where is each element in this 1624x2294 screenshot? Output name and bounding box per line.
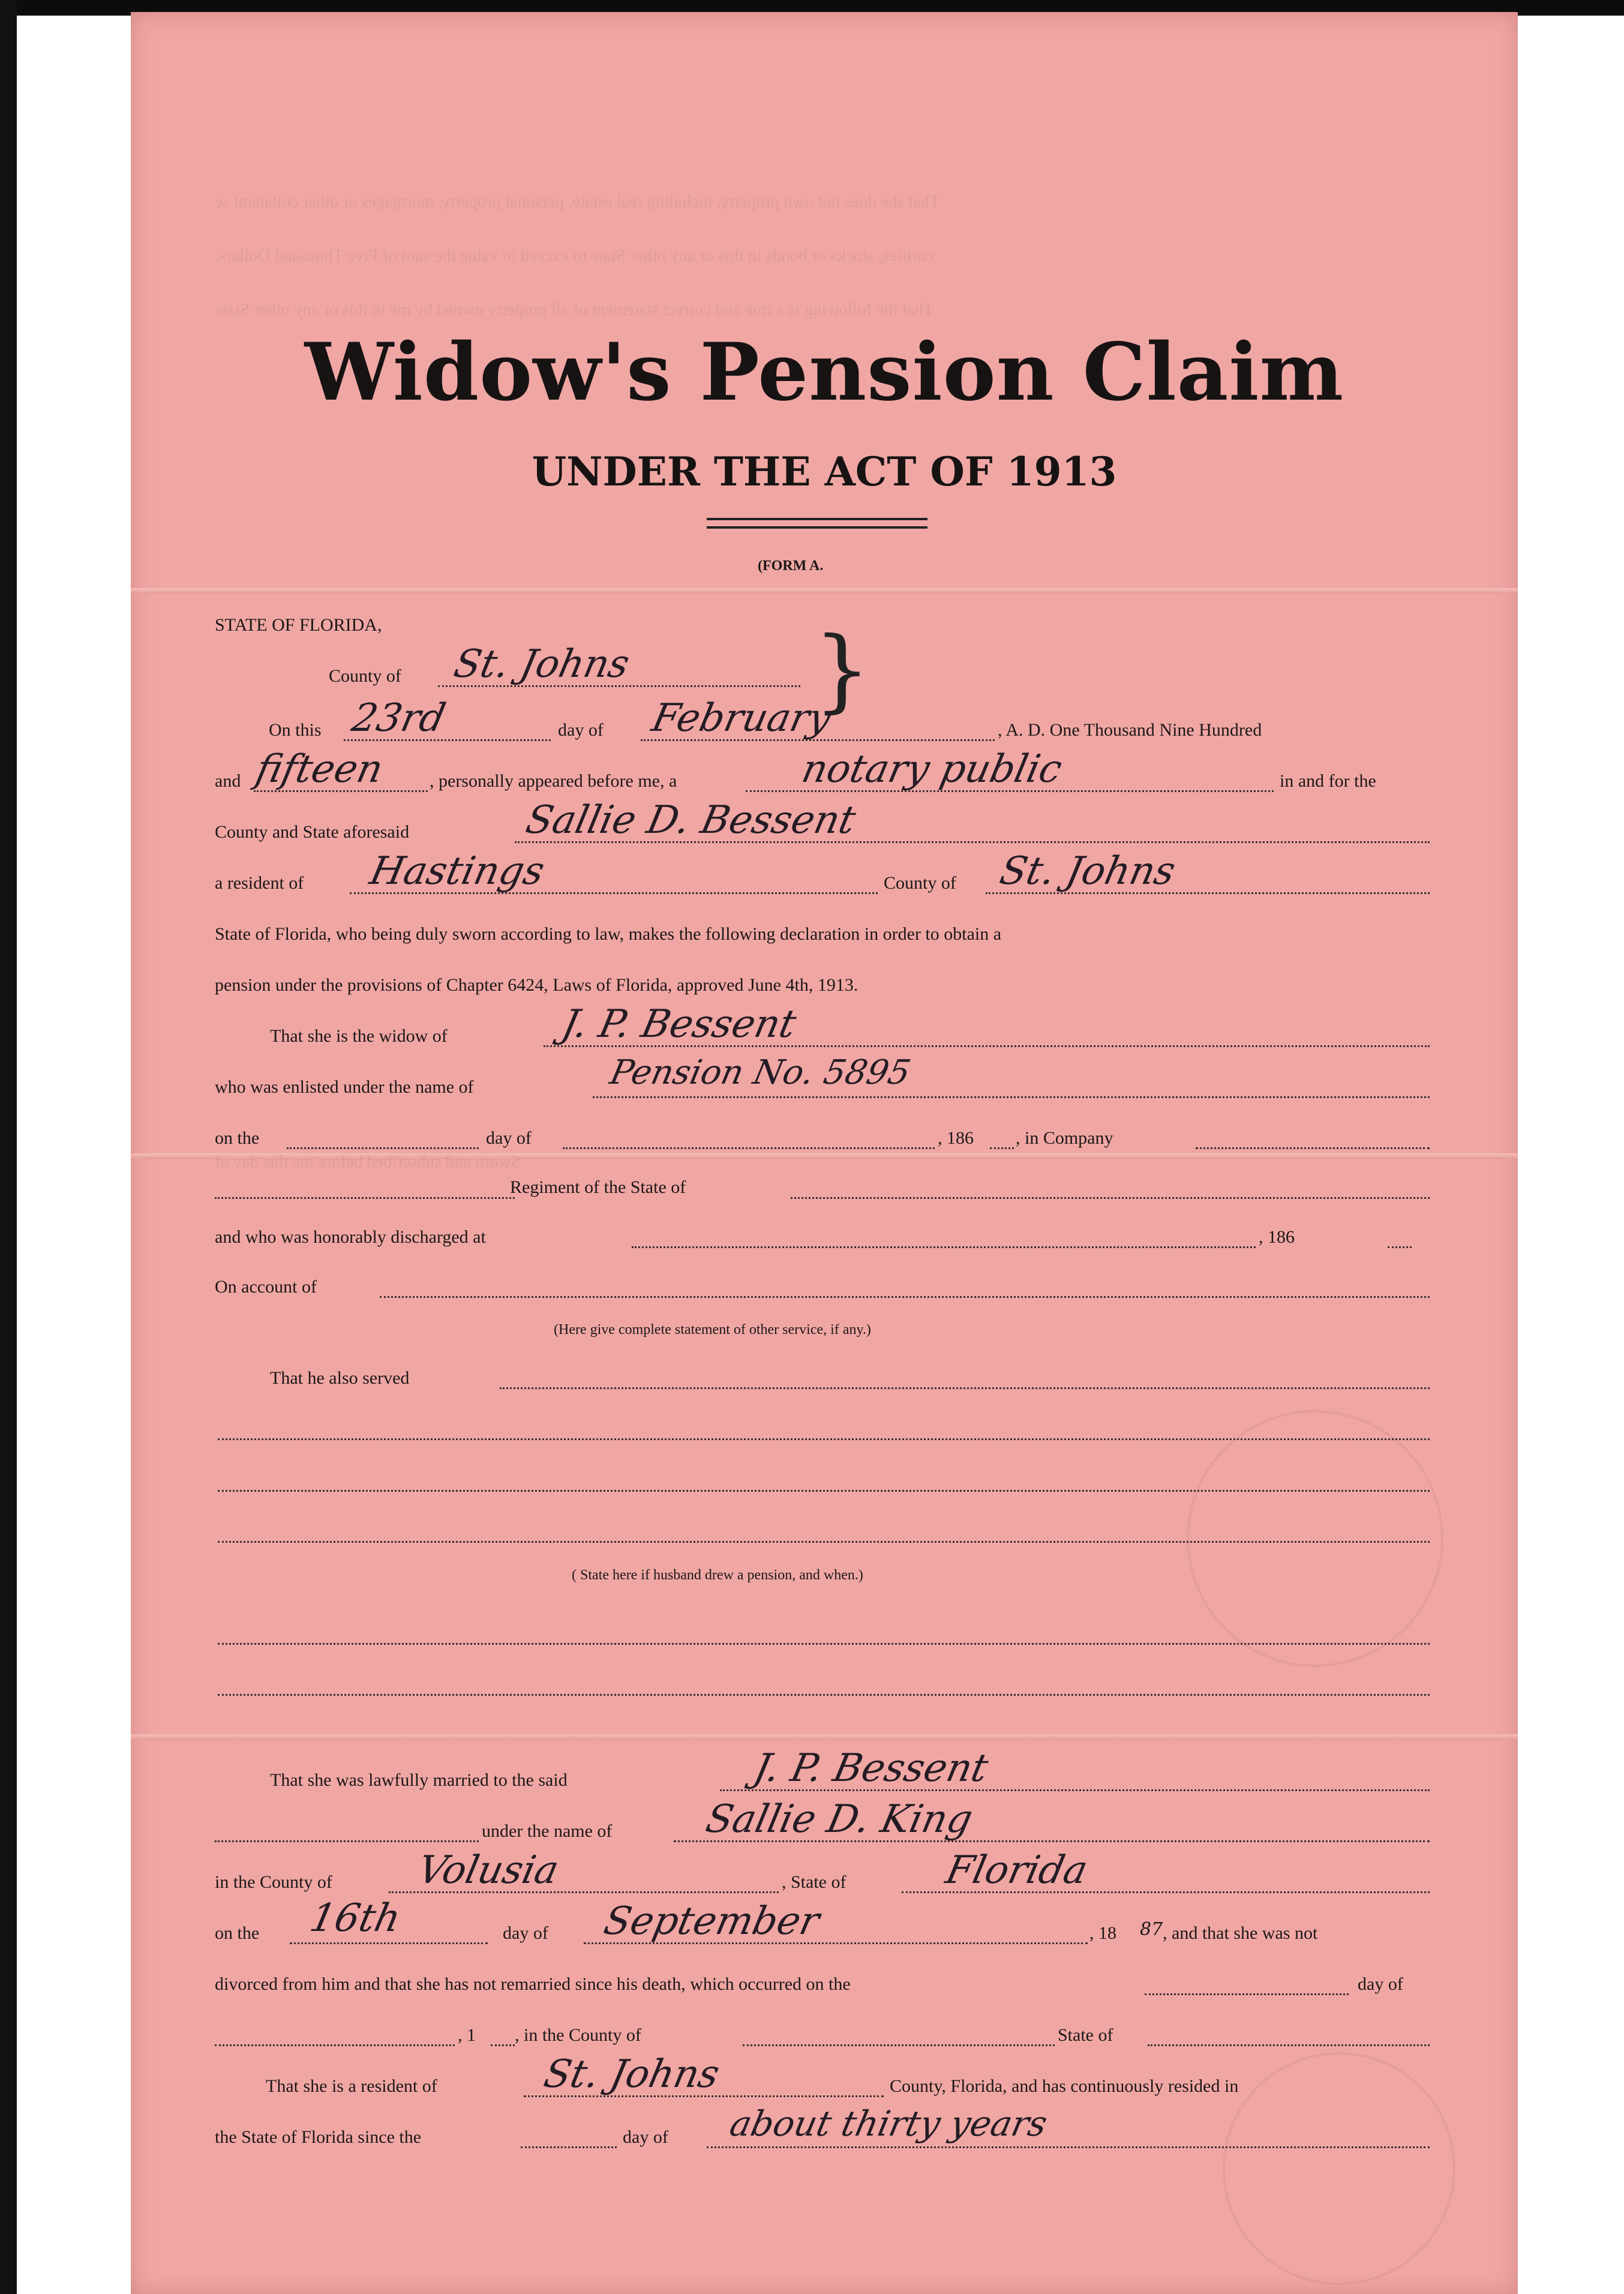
resident-of-label-2: That she is a resident of <box>266 2076 437 2096</box>
death-day-line <box>1145 1993 1349 1995</box>
enlisted-field-line <box>593 1096 1430 1098</box>
married-label: That she was lawfully married to the said <box>270 1770 568 1790</box>
blank-line <box>218 1694 1430 1696</box>
fold-crease <box>131 1734 1518 1740</box>
married-year-field: 87 <box>1140 1919 1163 1940</box>
on-account-label: On account of <box>215 1277 317 1297</box>
enlisted-name-field: Pension No. 5895 <box>607 1053 914 1092</box>
married-state-field: Florida <box>942 1848 1092 1893</box>
notary-seal-impression <box>1223 2052 1455 2285</box>
scanner-edge-left <box>0 0 17 2294</box>
title-rule <box>707 526 927 529</box>
and-label: and <box>215 771 241 791</box>
in-and-for-text: in and for the <box>1280 771 1376 791</box>
divorced-line: divorced from him and that she has not remarried since his death, which occurred on the <box>215 1974 851 1994</box>
residence-field: Hastings <box>366 849 548 893</box>
form-subtitle: UNDER THE ACT OF 1913 <box>532 448 1117 495</box>
duration-line <box>707 2146 1430 2148</box>
duration-field: about thirty years <box>726 2103 1051 2144</box>
bleed-through: That she does not own property, including real estate, personal property, mortgages or other collateral se <box>215 192 941 211</box>
regiment-label: Regiment of the State of <box>510 1177 686 1197</box>
company-label: , in Company <box>1016 1128 1113 1148</box>
day-of-label: day of <box>558 720 604 740</box>
bleed-through: Sworn and subscribed before me this day of <box>215 1152 521 1171</box>
regiment-state-line <box>791 1197 1430 1199</box>
not-divorced-text: , and that she was not <box>1163 1923 1318 1943</box>
bracket: } <box>813 618 871 722</box>
service-month-line <box>563 1147 935 1149</box>
form-title: Widow's Pension Claim <box>304 326 1344 419</box>
fold-crease <box>131 588 1518 594</box>
pre-name-line <box>215 1840 479 1842</box>
month-field: February <box>648 696 836 740</box>
county-florida-text: County, Florida, and has continuously resided in <box>890 2076 1239 2096</box>
in-county-label: in the County of <box>215 1872 332 1892</box>
married-day-line <box>290 1942 488 1944</box>
pension-note: ( State here if husband drew a pension, and when.) <box>572 1567 863 1583</box>
appeared-text: , personally appeared before me, a <box>430 771 677 791</box>
in-county-label-2: , in the County of <box>515 2025 641 2045</box>
bleed-through: That the following is a true and correct statement of all property owned by me in this or any other State <box>215 300 934 319</box>
county-field-2: St. Johns <box>996 849 1179 893</box>
death-year-line <box>491 2044 515 2046</box>
state-of-label: , State of <box>782 1872 846 1892</box>
officer-field: notary public <box>798 747 1066 791</box>
day-of-label-4: day of <box>1358 1974 1403 1994</box>
declaration-line-1: State of Florida, who being duly sworn according to law, makes the following declaration in order to obtain a <box>215 924 1002 944</box>
state-of-label-2: State of <box>1058 2025 1113 2045</box>
account-field-line <box>380 1296 1430 1298</box>
service-day-line <box>287 1147 479 1149</box>
day-of-label-2: day of <box>486 1128 532 1148</box>
year-1-label: , 1 <box>458 2025 476 2045</box>
blank-line <box>218 1541 1430 1543</box>
bleed-through: curities, stocks or bonds in this or any other State to exceed in value the sum of Five Thousand Dollars. <box>215 246 934 265</box>
since-day-line <box>521 2146 617 2148</box>
state-since-label: the State of Florida since the <box>215 2127 422 2147</box>
pension-form-paper <box>131 12 1518 2294</box>
declaration-line-2: pension under the provisions of Chapter 6424, Laws of Florida, approved June 4th, 1913. <box>215 975 858 995</box>
day-of-label-3: day of <box>503 1923 548 1943</box>
death-county-line <box>743 2044 1055 2046</box>
also-served-line <box>500 1387 1430 1389</box>
discharged-field-line <box>632 1246 1256 1248</box>
form-label: (FORM A. <box>758 558 824 574</box>
widow-of-label: That she is the widow of <box>270 1026 448 1046</box>
title-rule <box>707 518 927 520</box>
day-of-label-5: day of <box>623 2127 668 2147</box>
discharged-label: and who was honorably discharged at <box>215 1227 486 1247</box>
state-header: STATE OF FLORIDA, <box>215 615 382 635</box>
county-label: County of <box>329 666 401 686</box>
regiment-field-line <box>215 1197 515 1199</box>
aforesaid-label: County and State aforesaid <box>215 822 410 842</box>
county-of-label-2: County of <box>884 873 956 893</box>
under-name-label: under the name of <box>482 1821 613 1841</box>
notary-seal-impression <box>1187 1410 1443 1667</box>
ad-text: , A. D. One Thousand Nine Hundred <box>998 720 1262 740</box>
maiden-name-field: Sallie D. King <box>702 1797 977 1842</box>
married-month-field: September <box>600 1899 824 1944</box>
year-field: fifteen <box>252 747 387 791</box>
also-served-label: That he also served <box>270 1368 410 1388</box>
married-husband-field: J. P. Bessent <box>750 1746 992 1791</box>
on-the-label-2: on the <box>215 1923 260 1943</box>
married-county-field: Volusia <box>414 1848 563 1893</box>
death-state-line <box>1148 2044 1430 2046</box>
husband-name-field: J. P. Bessent <box>558 1002 800 1046</box>
service-year-line <box>990 1147 1014 1149</box>
other-service-note: (Here give complete statement of other service, if any.) <box>554 1322 871 1338</box>
day-field: 23rd <box>348 696 449 740</box>
discharge-year-line <box>1388 1246 1412 1248</box>
blank-line <box>218 1643 1430 1645</box>
married-day-field: 16th <box>306 1896 405 1941</box>
death-month-line <box>215 2044 455 2046</box>
county-field: St. Johns <box>450 642 634 686</box>
resident-of-label: a resident of <box>215 873 304 893</box>
on-this-label: On this <box>269 720 322 740</box>
year-18-label: , 18 <box>1089 1923 1116 1943</box>
claimant-name-field: Sallie D. Bessent <box>522 798 860 842</box>
enlisted-label: who was enlisted under the name of <box>215 1077 474 1097</box>
resident-county-field: St. Johns <box>540 2052 724 2097</box>
year-186-label: , 186 <box>938 1128 974 1148</box>
company-field-line <box>1196 1147 1430 1149</box>
on-the-label: on the <box>215 1128 260 1148</box>
blank-line <box>218 1490 1430 1492</box>
blank-line <box>218 1438 1430 1440</box>
year-186-label-2: , 186 <box>1259 1227 1295 1247</box>
